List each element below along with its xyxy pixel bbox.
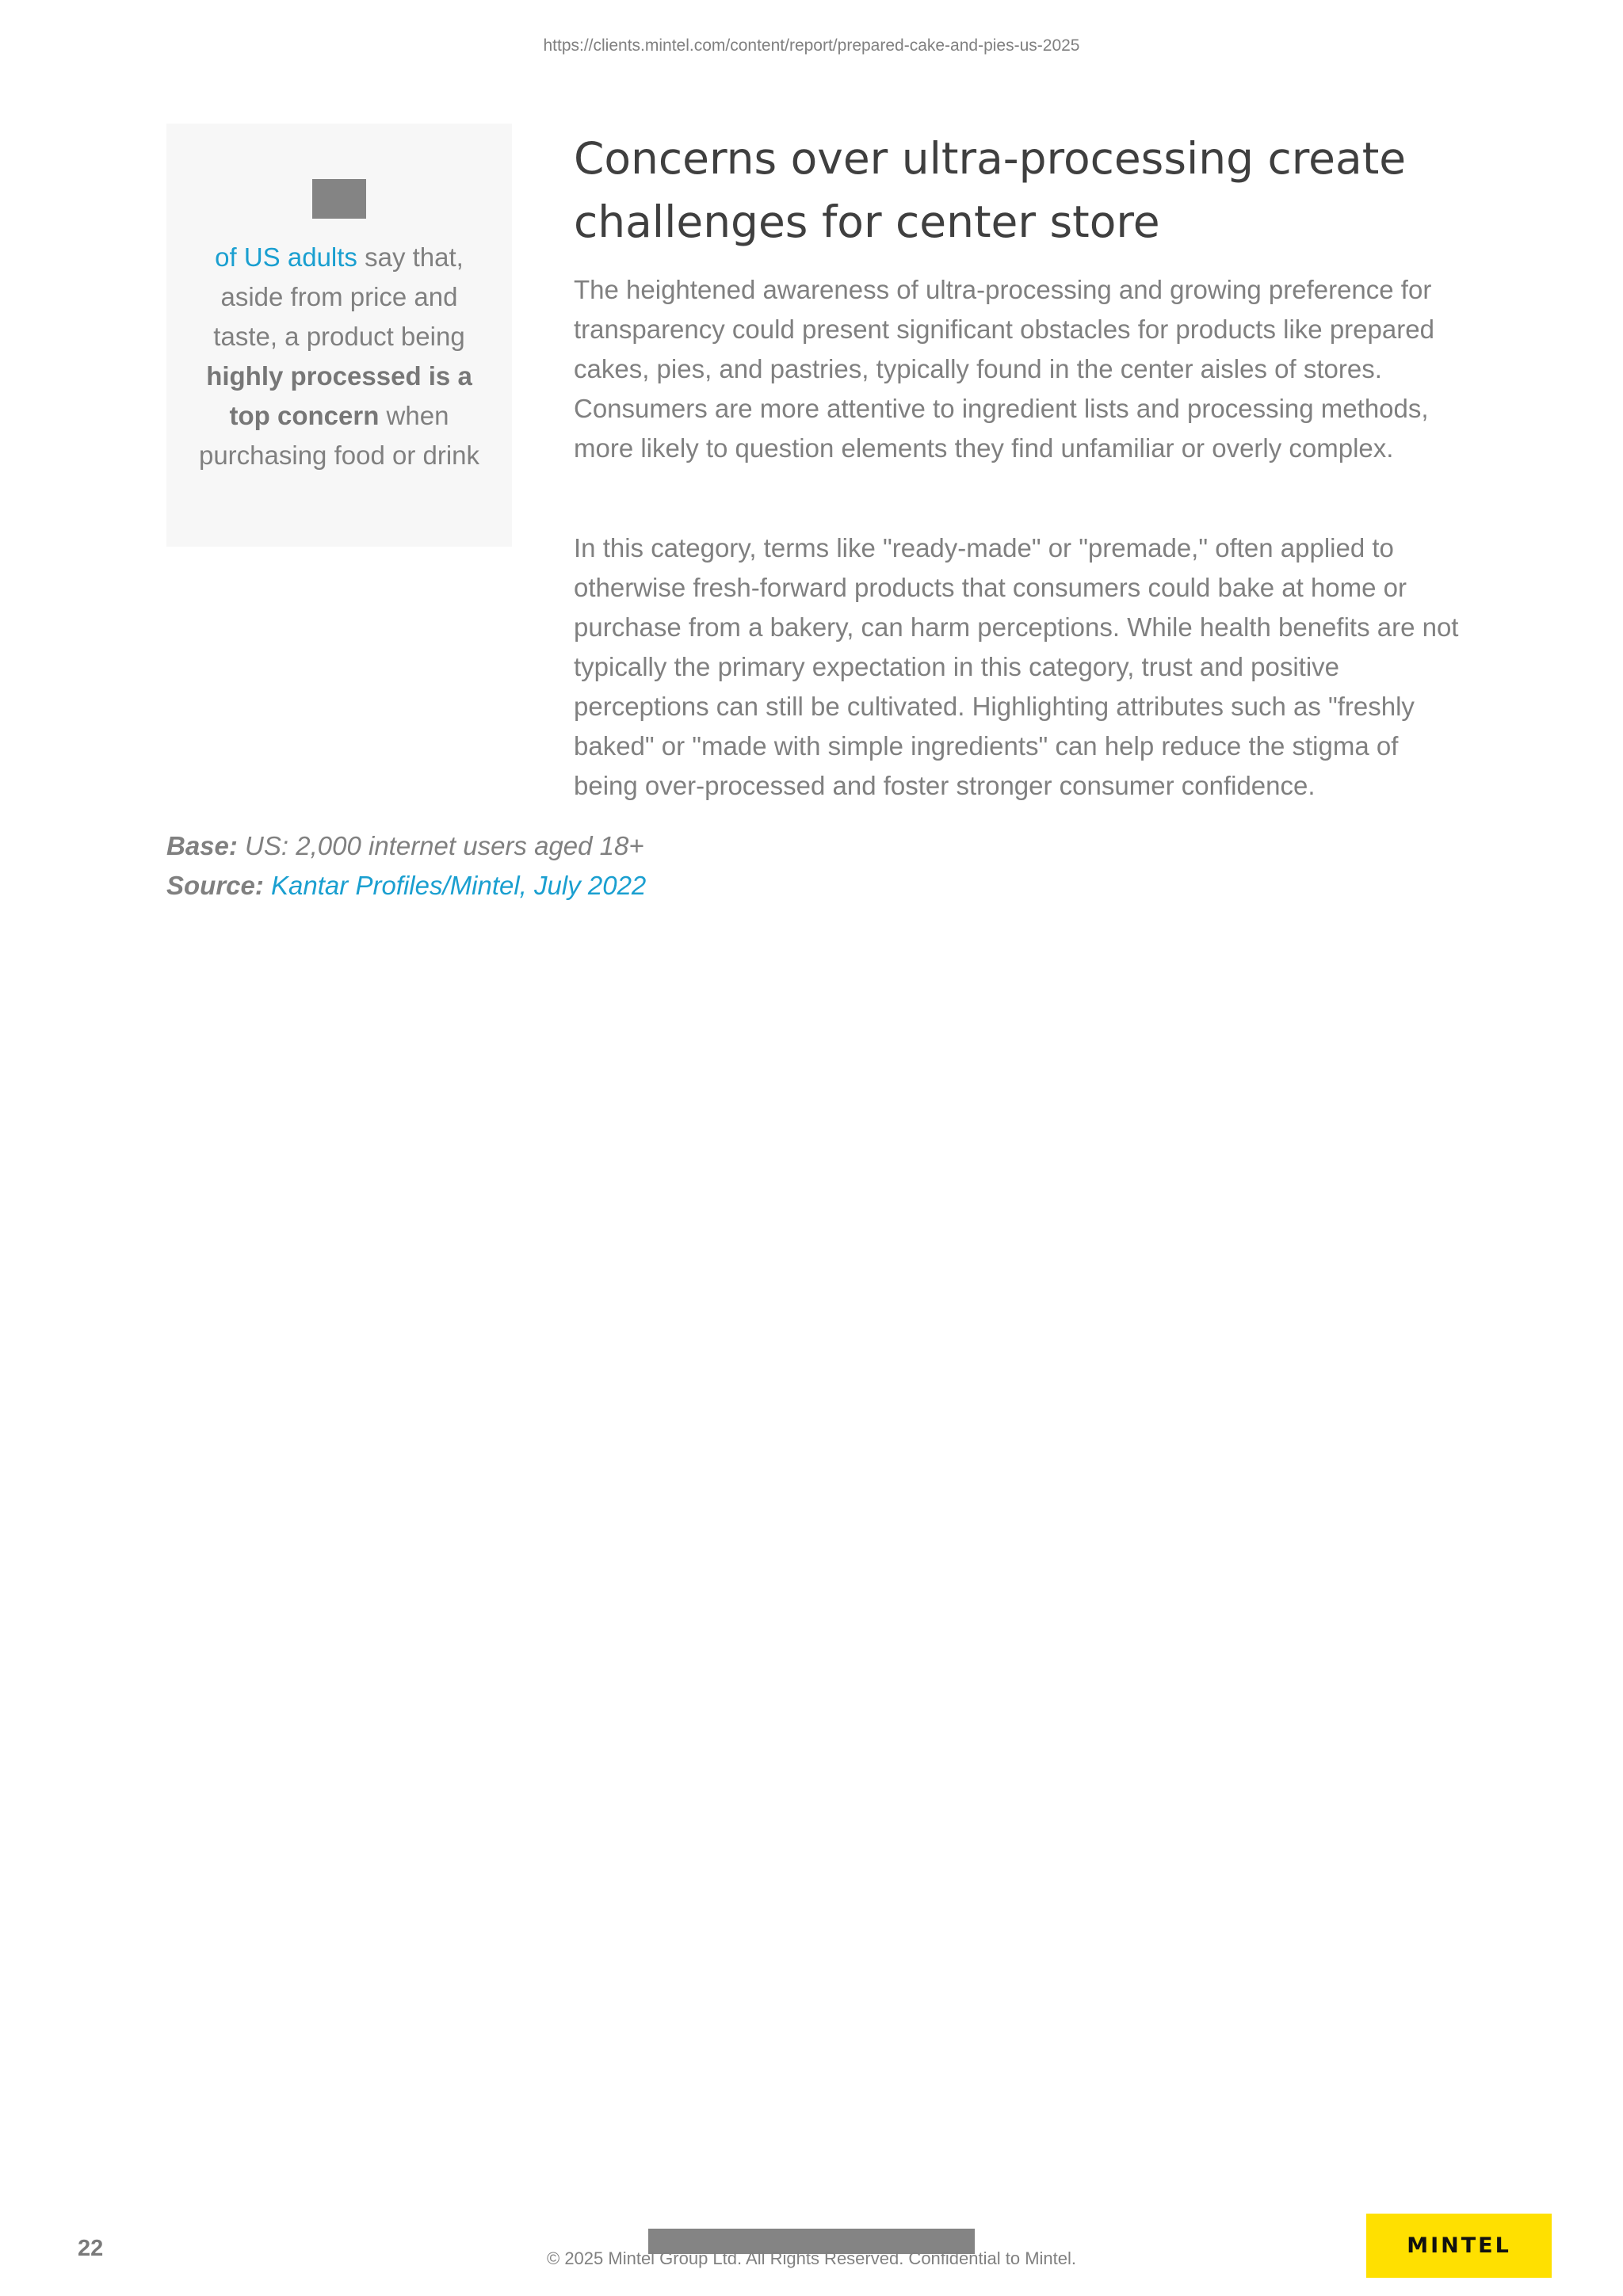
base-value: US: 2,000 internet users aged 18+: [237, 831, 644, 860]
source-note: [166, 866, 646, 906]
redacted-stat: [312, 179, 366, 219]
callout-bold-text: highly processed is a top concern: [206, 361, 472, 430]
stat-callout: [166, 124, 512, 547]
callout-text-1: say that, aside from price and taste, a product being: [213, 242, 465, 351]
logo-text: MINTEL: [1407, 2233, 1511, 2258]
base-label: Base:: [166, 831, 238, 860]
page-number: 22: [78, 2236, 104, 2261]
source-link[interactable]: Kantar Profiles/Mintel, July 2022: [271, 871, 647, 900]
callout-text: [195, 238, 483, 475]
source-label: Source:: [166, 871, 264, 900]
page-title: Concerns over ultra-processing create challenges for center store: [574, 133, 1407, 247]
body-paragraph-2: In this category, terms like "ready-made" or "premade," often applied to otherwise fresh-forward products that consumers could bake at home or purchase from a bakery, can harm perceptions. While health benefits are not typically the primary expectation in this category, trust and positive perceptions can still be cultivated. Highlighting attributes such as "freshly baked" or "made with simple ingredients" can help reduce the stigma of being over-processed and foster stronger consumer confidence.: [574, 533, 1459, 800]
body-paragraph-1: The heightened awareness of ultra-processing and growing preference for transparency could present significant obstacles for products like prepared cakes, pies, and pastries, typically found in the center aisles of stores. Consumers are more attentive to ingredient lists and processing methods, more likely to question elements they find unfamiliar or overly complex.: [574, 275, 1434, 463]
callout-link[interactable]: of US adults: [215, 242, 357, 272]
mintel-logo: [1366, 2214, 1552, 2278]
base-note: [166, 826, 644, 866]
copyright-notice: © 2025 Mintel Group Ltd. All Rights Reserved. Confidential to Mintel.: [547, 2248, 1076, 2268]
page-url: https://clients.mintel.com/content/report/prepared-cake-and-pies-us-2025: [543, 36, 1080, 55]
callout-text-2: when purchasing food or drink: [198, 401, 480, 470]
